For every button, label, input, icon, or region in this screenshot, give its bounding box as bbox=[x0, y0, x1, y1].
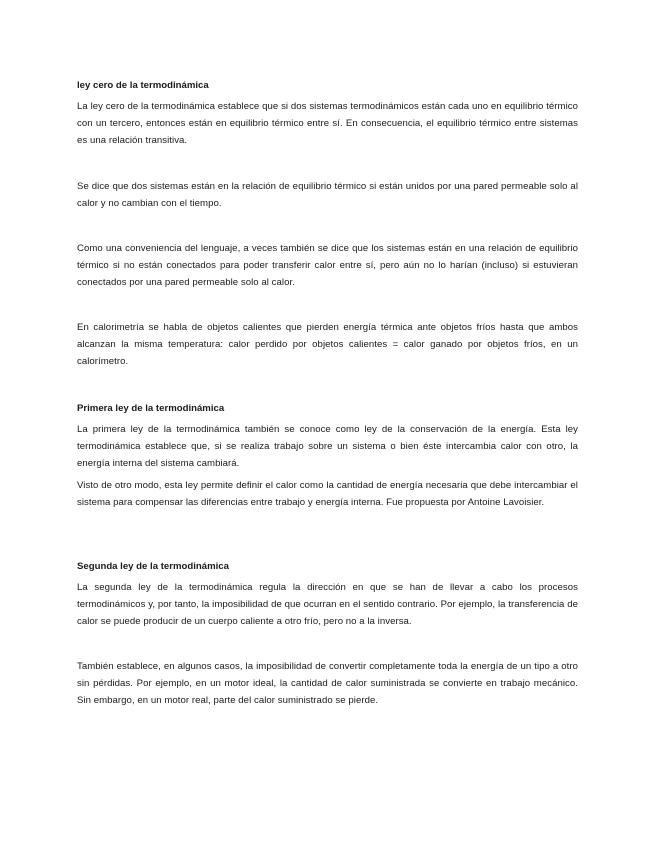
section-heading-ley-cero: ley cero de la termodinámica bbox=[77, 80, 209, 91]
paragraph: La primera ley de la termodinámica también se conoce como ley de la conservación de la energía. Esta ley termodinámica establece que, si se realiza trabajo sobre un sistema o bien éste intercambia calor con otro, la energía interna del sistema cambiará. bbox=[77, 424, 578, 469]
paragraph: Como una conveniencia del lenguaje, a veces también se dice que los sistemas están en una relación de equilibrio térmico si no están conectados para poder transferir calor entre sí, pero aún no lo harían (incluso) si estuvieran conectados por una pared permeable solo al calor. bbox=[77, 243, 578, 288]
paragraph: En calorimetría se habla de objetos calientes que pierden energía térmica ante objetos fríos hasta que ambos alcanzan la misma temperatura: calor perdido por objetos calientes = calor ganado por objetos fríos, en un calorímetro. bbox=[77, 322, 578, 367]
paragraph: Se dice que dos sistemas están en la relación de equilibrio térmico si están unidos por una pared permeable solo al calor y no cambian con el tiempo. bbox=[77, 181, 578, 209]
paragraph: Visto de otro modo, esta ley permite definir el calor como la cantidad de energía necesaria que debe intercambiar el sistema para compensar las diferencias entre trabajo y energía interna. Fue propuesta por Antoine Lavoisier. bbox=[77, 480, 578, 508]
paragraph: La segunda ley de la termodinámica regula la dirección en que se han de llevar a cabo los procesos termodinámicos y, por tanto, la imposibilidad de que ocurran en el sentido contrario. Por ejemplo, la transferencia de calor se puede producir de un cuerpo caliente a otro frío, pero no a la inversa. bbox=[77, 582, 578, 627]
paragraph: La ley cero de la termodinámica establece que si dos sistemas termodinámicos están cada uno en equilibrio térmico con un tercero, entonces están en equilibrio térmico entre sí. En consecuencia, el equilibrio térmico entre sistemas es una relación transitiva. bbox=[77, 101, 578, 146]
section-heading-segunda-ley: Segunda ley de la termodinámica bbox=[77, 561, 229, 572]
section-heading-primera-ley: Primera ley de la termodinámica bbox=[77, 403, 225, 414]
paragraph: También establece, en algunos casos, la imposibilidad de convertir completamente toda la energía de un tipo a otro sin pérdidas. Por ejemplo, en un motor ideal, la cantidad de calor suministrada se convierte en trabajo mecánico. Sin embargo, en un motor real, parte del calor suministrado se pierde. bbox=[77, 661, 578, 706]
